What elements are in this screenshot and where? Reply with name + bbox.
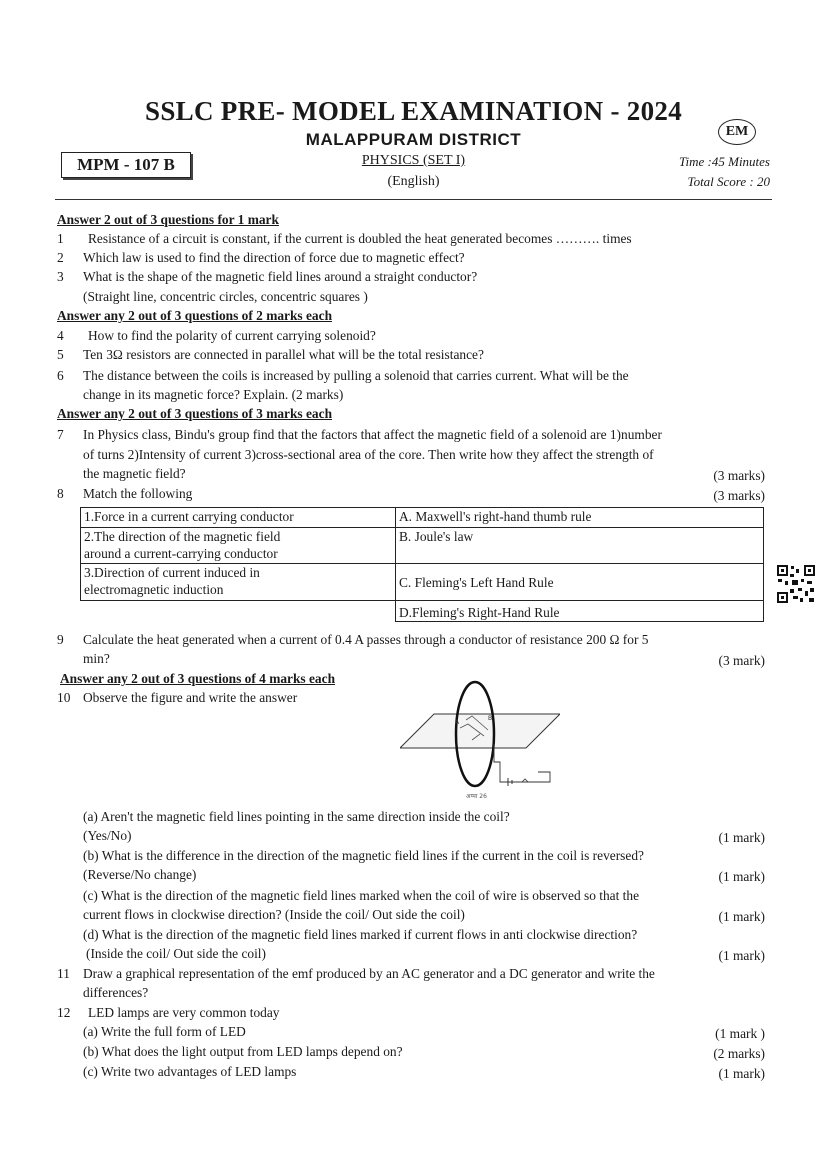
svg-text:A: A: [455, 719, 460, 726]
question-1-text: Resistance of a circuit is constant, if the current is doubled the heat generated becomes ………. times: [88, 231, 632, 246]
match-cell-a: [81, 508, 396, 528]
question-12b-marks: (2 marks): [713, 1046, 765, 1061]
question-9-text: Calculate the heat generated when a current of 0.4 A passes through a conductor of resistance 200 Ω for 5: [83, 632, 649, 647]
exam-title: SSLC PRE- MODEL EXAMINATION - 2024: [145, 96, 682, 126]
question-11-text: Draw a graphical representation of the emf produced by an AC generator and a DC generator and write the: [83, 966, 655, 981]
match-cell-b: [396, 508, 764, 528]
match-cell-a: [81, 564, 396, 601]
match-cell-a: [81, 601, 396, 622]
paper-code: MPM - 107 B: [61, 152, 191, 178]
match-cell-b: [396, 601, 764, 622]
question-12a-marks: (1 mark ): [715, 1026, 765, 1041]
medium-badge: EM: [718, 119, 756, 145]
table-row: [81, 508, 764, 528]
section-heading-2: Answer any 2 out of 3 questions of 2 marks each: [57, 308, 333, 323]
question-number: 2: [57, 250, 64, 265]
qr-code-icon: [776, 564, 816, 604]
match-option: C. Fleming's Left Hand Rule: [399, 574, 554, 590]
match-cell-b: [396, 528, 764, 564]
question-7-text: the magnetic field?: [83, 466, 186, 481]
match-option: A. Maxwell's right-hand thumb rule: [399, 509, 592, 524]
question-number: 4: [57, 328, 64, 343]
question-3-options: (Straight line, concentric circles, concentric squares ): [83, 289, 368, 304]
match-table: [80, 507, 764, 622]
match-cell-b: [396, 564, 764, 601]
question-4-text: How to find the polarity of current carrying solenoid?: [88, 328, 376, 343]
question-number: 1: [57, 231, 64, 246]
question-7-text: In Physics class, Bindu's group find that the factors that affect the magnetic field of a solenoid are 1)number: [83, 427, 662, 442]
question-11-text: differences?: [83, 985, 149, 1000]
question-10d-options: (Inside the coil/ Out side the coil): [86, 946, 266, 961]
question-12-text: LED lamps are very common today: [88, 1005, 280, 1020]
district-name: MALAPPURAM DISTRICT: [305, 130, 522, 149]
match-item: 3.Direction of current induced in: [84, 565, 260, 580]
table-row: [81, 528, 764, 564]
question-10c-text: (c) What is the direction of the magnetic field lines marked when the coil of wire is observed so that the: [83, 888, 640, 903]
question-10c-text: current flows in clockwise direction? (Inside the coil/ Out side the coil): [83, 907, 465, 922]
figure-label: अप्पा 26: [466, 793, 487, 800]
question-number: 6: [57, 368, 64, 383]
question-10d-marks: (1 mark): [718, 948, 765, 963]
question-number: 11: [57, 966, 70, 981]
question-10a-marks: (1 mark): [718, 830, 765, 845]
question-9-marks: (3 mark): [718, 653, 765, 668]
question-12c-marks: (1 mark): [718, 1066, 765, 1081]
match-option: B. Joule's law: [399, 529, 474, 544]
svg-text:B: B: [488, 715, 493, 722]
question-number: 5: [57, 347, 64, 362]
question-8-marks: (3 marks): [713, 488, 765, 503]
question-10c-marks: (1 mark): [718, 909, 765, 924]
coil-figure: [400, 680, 560, 800]
question-12c-text: (c) Write two advantages of LED lamps: [83, 1064, 297, 1079]
question-10b-marks: (1 mark): [718, 869, 765, 884]
section-heading-4: Answer any 2 out of 3 questions of 4 marks each: [60, 671, 336, 686]
question-number: 12: [57, 1005, 71, 1020]
question-6-text: The distance between the coils is increased by pulling a solenoid that carries current. What will be the: [83, 368, 629, 383]
match-cell-a: [81, 528, 396, 564]
question-12b-text: (b) What does the light output from LED lamps depend on?: [83, 1044, 403, 1059]
section-heading-3: Answer any 2 out of 3 questions of 3 marks each: [57, 406, 333, 421]
subject-title: PHYSICS (SET I): [361, 153, 466, 168]
section-heading-1: Answer 2 out of 3 questions for 1 mark: [57, 212, 279, 227]
question-6-text: change in its magnetic force? Explain. (2 marks): [83, 387, 344, 402]
question-number: 3: [57, 269, 64, 284]
time-label: Time :45 Minutes: [679, 154, 770, 169]
header-divider: [55, 199, 772, 200]
question-10b-text: (b) What is the difference in the direction of the magnetic field lines if the current in the coil is reversed?: [83, 848, 644, 863]
question-10-text: Observe the figure and write the answer: [83, 690, 298, 705]
match-option: D.Fleming's Right-Hand Rule: [399, 604, 560, 620]
question-7-text: of turns 2)Intensity of current 3)cross-sectional area of the core. Then write how they affect the strength of: [83, 447, 654, 462]
table-row: [81, 601, 764, 622]
question-10a-options: (Yes/No): [83, 828, 132, 843]
question-3-text: What is the shape of the magnetic field lines around a straight conductor?: [83, 269, 478, 284]
question-2-text: Which law is used to find the direction of force due to magnetic effect?: [83, 250, 465, 265]
question-number: 10: [57, 690, 71, 705]
language-label: (English): [387, 174, 440, 189]
question-5-text: Ten 3Ω resistors are connected in parallel what will be the total resistance?: [83, 347, 484, 362]
question-10a-text: (a) Aren't the magnetic field lines pointing in the same direction inside the coil?: [83, 809, 510, 824]
match-item: 1.Force in a current carrying conductor: [84, 509, 294, 524]
table-row: [81, 564, 764, 601]
match-item: around a current-carrying conductor: [84, 546, 278, 561]
question-number: 9: [57, 632, 64, 647]
question-9-text: min?: [83, 651, 110, 666]
match-item: electromagnetic induction: [84, 582, 224, 597]
match-item: 2.The direction of the magnetic field: [84, 529, 281, 544]
question-12a-text: (a) Write the full form of LED: [83, 1024, 246, 1039]
question-8-text: Match the following: [83, 486, 193, 501]
question-10b-options: (Reverse/No change): [83, 867, 197, 882]
question-number: 8: [57, 486, 64, 501]
question-7-marks: (3 marks): [713, 468, 765, 483]
question-number: 7: [57, 427, 64, 442]
question-10d-text: (d) What is the direction of the magnetic field lines marked if current flows in anti clockwise direction?: [83, 927, 638, 942]
score-label: Total Score : 20: [687, 174, 770, 189]
